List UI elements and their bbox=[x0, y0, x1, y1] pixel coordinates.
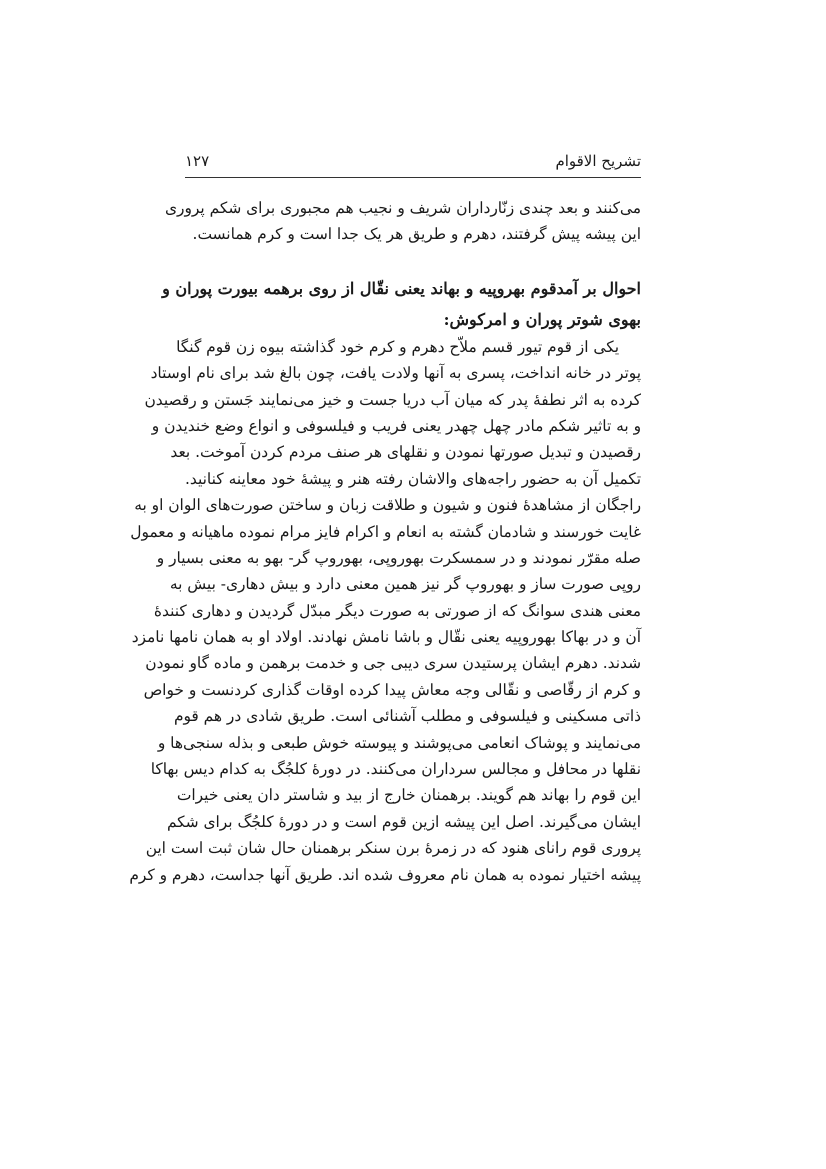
paragraph-line: این قوم را بهاند هم گویند. برهمنان خارج از بید و شاستر دان یعنی خیرات bbox=[176, 786, 641, 805]
paragraph-line: کرده به اثر نطفهٔ پدر که میان آب دریا جست و خیز می‌نمایند جَستن و رقصیدن bbox=[144, 390, 641, 409]
paragraph-line: رقصیدن و تبدیل صورتها نمودن و نقلهای هر صنف مردم کردن آموخت. بعد bbox=[170, 443, 641, 462]
paragraph-line: می‌نمایند و پوشاک انعامی می‌پوشند و پیوسته خوش طبعی و بذله سنجی‌ها و bbox=[157, 733, 641, 752]
paragraph-line: روپی صورت ساز و بهوروپ گر نیز همین معنی دارد و بیش دهاری- بیش به bbox=[169, 575, 641, 594]
intro-line: می‌کنند و بعد چندی زنّارداران شریف و نجیب هم مجبوری برای شکم پروری bbox=[165, 199, 641, 217]
paragraph-line: شدند. دهرم ایشان پرستیدن سری دیبی جی و خدمت برهمن و ماده گاو نمودن bbox=[145, 654, 641, 673]
paragraph-line: نقلها در محافل و مجالس سرداران می‌کنند. در دورهٔ کلجُگ به کدام دیس بهاکا bbox=[150, 760, 641, 779]
intro-paragraph bbox=[165, 195, 641, 248]
heading-line: بهوی شوتر پوران و امرکوش: bbox=[443, 309, 641, 329]
main-paragraph bbox=[129, 334, 641, 888]
paragraph-line: پوتر در خانه انداخت، پسری به آنها ولادت یافت، چون بالغ شد برای نام اوستاد bbox=[150, 364, 641, 383]
paragraph-line: آن و در بهاکا بهوروپیه یعنی نقّال و باشا نامش نهادند. اولاد او به همان نامها نامزد bbox=[131, 628, 641, 647]
paragraph-line: تکمیل آن به حضور راجه‌های والاشان رفته هنر و پیشهٔ خود معاینه کنانید. bbox=[185, 469, 641, 488]
paragraph-line: یکی از قوم تیور قسم ملاّح دهرم و کرم خود گذاشته بیوه زن قوم گنگا bbox=[176, 337, 619, 356]
paragraph-line: پروری قوم رانای هنود که در زمرهٔ برن سنکر برهمنان حال شان ثبت است این bbox=[145, 839, 641, 858]
running-title: تشریح الاقوام bbox=[555, 152, 641, 170]
paragraph-line: معنی هندی سوانگ که از صورتی به صورت دیگر مبدّل گردیدن و دهاری کنندهٔ bbox=[153, 601, 641, 620]
paragraph-line: غایت خورسند و شادمان گشته به انعام و اکرام فایز مرام نموده ماهیانه و معمول bbox=[130, 522, 641, 541]
heading-line: احوال بر آمدقوم بهروپیه و بهاند یعنی نقّال از روی برهمه بیورت پوران و bbox=[162, 278, 641, 298]
section-gap bbox=[185, 248, 641, 274]
section-heading bbox=[162, 274, 641, 334]
running-header bbox=[185, 148, 641, 176]
header-rule bbox=[185, 177, 641, 178]
paragraph-line: ایشان می‌گیرند. اصل این پیشه ازین قوم است و در دورهٔ کلجُگ برای شکم bbox=[166, 812, 641, 831]
paragraph-line: و به تاثیر شکم مادر چهل چهدر یعنی فریب و فیلسوفی و انواع وضع خندیدن و bbox=[151, 416, 641, 435]
paragraph-line: صله مقرّر نمودند و در سمسکرت بهوروپی، بهوروپ گر- بهو به معنی بسیار و bbox=[156, 548, 641, 567]
paragraph-line: پیشه اختیار نموده به همان نام معروف شده اند. طریق آنها جداست، دهرم و کرم bbox=[129, 865, 641, 884]
page-number: ۱۲۷ bbox=[185, 152, 210, 170]
paragraph-line: ذاتی مسکینی و فیلسوفی و مطلب آشنائی است. طریق شادی در هم قوم bbox=[173, 707, 641, 726]
paragraph-line: راجگان از مشاهدهٔ فنون و شیون و طلاقت زبان و ساختن صورت‌های الوان او به bbox=[134, 496, 641, 515]
paragraph-line: و کرم از رقّاصی و نقّالی وجه معاش پیدا کرده اوقات گذاری کردنست و خواص bbox=[143, 680, 641, 699]
text-body bbox=[129, 195, 641, 888]
intro-line: این پیشه پیش گرفتند، دهرم و طریق هر یک جدا است و کرم همانست. bbox=[192, 225, 641, 244]
